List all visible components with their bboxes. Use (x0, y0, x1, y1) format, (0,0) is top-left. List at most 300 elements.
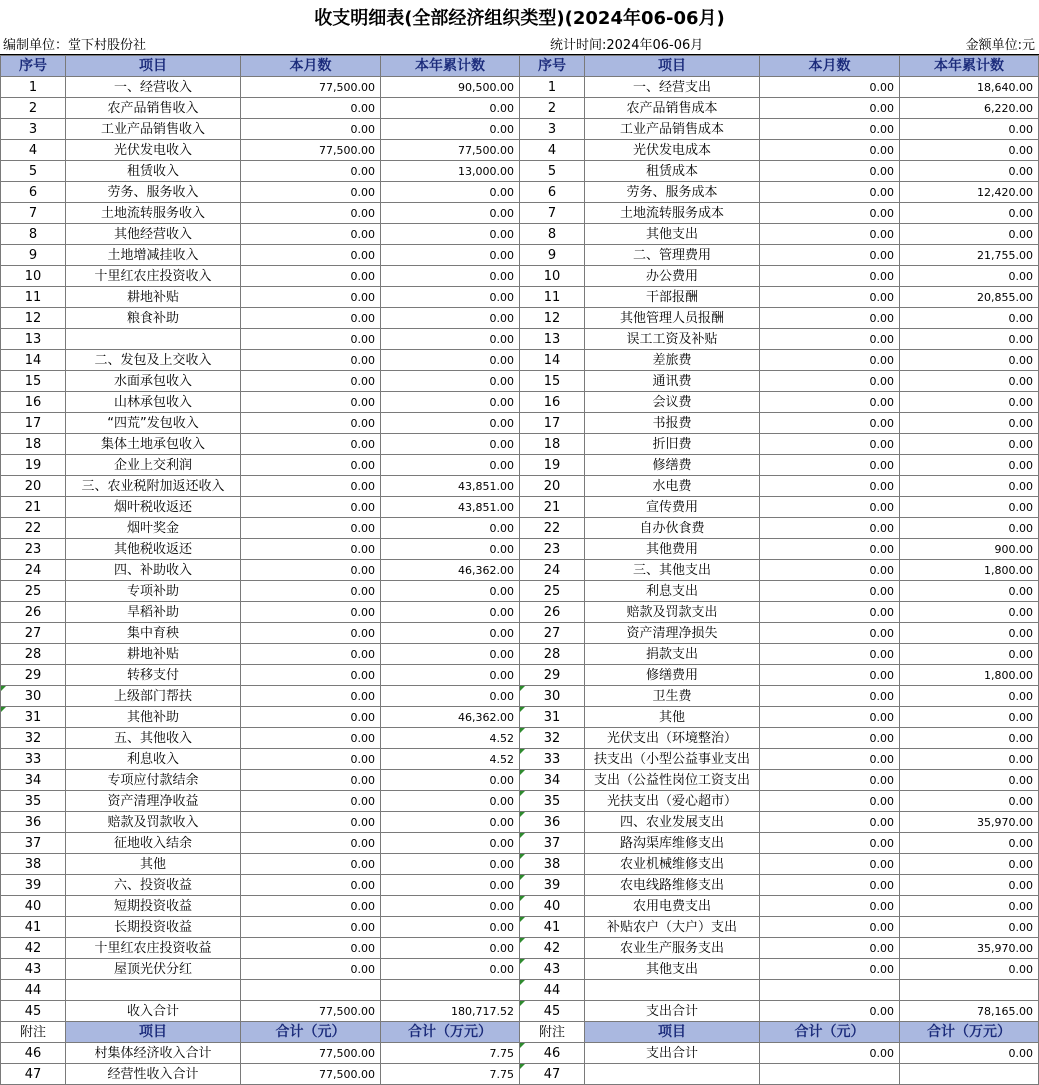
expense-seq-cell: 32 (520, 728, 585, 749)
expense-ytd-cell: 0.00 (900, 602, 1039, 623)
expense-ytd-cell: 35,970.00 (900, 812, 1039, 833)
expense-seq-cell: 36 (520, 812, 585, 833)
expense-ytd-cell: 0.00 (900, 959, 1039, 980)
income-item-cell: 长期投资收益 (66, 917, 241, 938)
income-seq-cell: 4 (1, 140, 66, 161)
expense-month-cell: 0.00 (760, 560, 900, 581)
income-ytd-cell: 0.00 (381, 791, 520, 812)
expense-month-cell: 0.00 (760, 875, 900, 896)
expense-seq-cell: 1 (520, 77, 585, 98)
income-month-cell: 77,500.00 (241, 1064, 381, 1085)
expense-ytd-cell: 0.00 (900, 1043, 1039, 1064)
income-seq-cell: 26 (1, 602, 66, 623)
expense-item-cell: 资产清理净损失 (585, 623, 760, 644)
expense-item-cell: 其他管理人员报酬 (585, 308, 760, 329)
income-ytd-cell: 0.00 (381, 833, 520, 854)
expense-month-cell: 0.00 (760, 371, 900, 392)
expense-item-cell: 其他支出 (585, 224, 760, 245)
table-row (1, 686, 1039, 707)
table-row (1, 707, 1039, 728)
expense-month-cell: 0.00 (760, 140, 900, 161)
expense-ytd-cell: 0.00 (900, 854, 1039, 875)
income-item-cell: 五、其他收入 (66, 728, 241, 749)
income-month-cell: 0.00 (241, 623, 381, 644)
income-month-cell: 0.00 (241, 770, 381, 791)
footer-body (1, 1043, 1039, 1085)
expense-month-cell: 0.00 (760, 644, 900, 665)
expense-item-cell: 其他支出 (585, 959, 760, 980)
expense-seq-cell: 13 (520, 329, 585, 350)
expense-month-cell: 0.00 (760, 812, 900, 833)
income-month-cell: 0.00 (241, 833, 381, 854)
expense-item-cell: 书报费 (585, 413, 760, 434)
footer-header-wan-left: 合计（万元） (381, 1022, 520, 1043)
expense-seq-cell: 38 (520, 854, 585, 875)
income-item-cell: 旱稻补助 (66, 602, 241, 623)
expense-seq-cell: 42 (520, 938, 585, 959)
expense-month-cell: 0.00 (760, 791, 900, 812)
expense-ytd-cell: 0.00 (900, 308, 1039, 329)
expense-seq-cell: 46 (520, 1043, 585, 1064)
expense-item-cell: 水电费 (585, 476, 760, 497)
expense-seq-cell: 20 (520, 476, 585, 497)
report-title: 收支明细表(全部经济组织类型)(2024年06-06月) (314, 8, 725, 29)
expense-month-cell: 0.00 (760, 728, 900, 749)
income-ytd-cell: 0.00 (381, 266, 520, 287)
expense-month-cell: 0.00 (760, 938, 900, 959)
income-item-cell: 村集体经济收入合计 (66, 1043, 241, 1064)
income-month-cell: 0.00 (241, 644, 381, 665)
expense-month-cell: 0.00 (760, 455, 900, 476)
expense-ytd-cell: 1,800.00 (900, 560, 1039, 581)
income-ytd-cell: 0.00 (381, 308, 520, 329)
income-seq-cell: 31 (1, 707, 66, 728)
income-ytd-cell: 0.00 (381, 392, 520, 413)
income-seq-cell: 35 (1, 791, 66, 812)
income-seq-cell: 24 (1, 560, 66, 581)
income-item-cell (66, 980, 241, 1001)
expense-item-cell: 支出（公益性岗位工资支出 (585, 770, 760, 791)
expense-ytd-cell: 0.00 (900, 518, 1039, 539)
income-seq-cell: 19 (1, 455, 66, 476)
expense-seq-cell: 34 (520, 770, 585, 791)
expense-seq-cell: 21 (520, 497, 585, 518)
income-ytd-cell: 0.00 (381, 959, 520, 980)
expense-ytd-cell: 0.00 (900, 203, 1039, 224)
expense-month-cell: 0.00 (760, 329, 900, 350)
income-item-cell: 山林承包收入 (66, 392, 241, 413)
expense-item-cell: 一、经营支出 (585, 77, 760, 98)
table-body (1, 77, 1039, 1022)
income-seq-cell: 21 (1, 497, 66, 518)
expense-item-cell: 折旧费 (585, 434, 760, 455)
expense-item-cell: 农产品销售成本 (585, 98, 760, 119)
table-row (1, 224, 1039, 245)
expense-item-cell: 支出合计 (585, 1043, 760, 1064)
income-item-cell: 利息收入 (66, 749, 241, 770)
header-item-expense: 项目 (585, 56, 760, 77)
expense-seq-cell: 12 (520, 308, 585, 329)
income-seq-cell: 25 (1, 581, 66, 602)
income-ytd-cell: 0.00 (381, 182, 520, 203)
table-row (1, 896, 1039, 917)
income-item-cell: 十里红农庄投资收入 (66, 266, 241, 287)
income-month-cell: 0.00 (241, 665, 381, 686)
expense-ytd-cell: 0.00 (900, 161, 1039, 182)
income-month-cell: 77,500.00 (241, 140, 381, 161)
expense-item-cell (585, 1064, 760, 1085)
expense-month-cell: 0.00 (760, 539, 900, 560)
income-month-cell: 0.00 (241, 791, 381, 812)
header-item-income: 项目 (66, 56, 241, 77)
table-row (1, 980, 1039, 1001)
expense-item-cell: 修缮费 (585, 455, 760, 476)
expense-seq-cell: 44 (520, 980, 585, 1001)
income-item-cell: 其他经营收入 (66, 224, 241, 245)
expense-ytd-cell: 21,755.00 (900, 245, 1039, 266)
header-seq-income: 序号 (1, 56, 66, 77)
expense-ytd-cell: 0.00 (900, 476, 1039, 497)
income-item-cell: 征地收入结余 (66, 833, 241, 854)
income-item-cell: 烟叶税收返还 (66, 497, 241, 518)
expense-seq-cell: 19 (520, 455, 585, 476)
expense-month-cell: 0.00 (760, 581, 900, 602)
income-ytd-cell: 0.00 (381, 686, 520, 707)
income-item-cell: “四荒”发包收入 (66, 413, 241, 434)
expense-seq-cell: 47 (520, 1064, 585, 1085)
expense-seq-cell: 26 (520, 602, 585, 623)
income-seq-cell: 11 (1, 287, 66, 308)
income-ytd-cell: 0.00 (381, 119, 520, 140)
expense-month-cell: 0.00 (760, 1043, 900, 1064)
expense-seq-cell: 7 (520, 203, 585, 224)
expense-item-cell: 误工工资及补贴 (585, 329, 760, 350)
income-item-cell: 土地增减挂收入 (66, 245, 241, 266)
income-seq-cell: 8 (1, 224, 66, 245)
expense-seq-cell: 14 (520, 350, 585, 371)
income-item-cell: 转移支付 (66, 665, 241, 686)
expense-ytd-cell: 18,640.00 (900, 77, 1039, 98)
income-month-cell: 0.00 (241, 686, 381, 707)
expense-month-cell: 0.00 (760, 749, 900, 770)
income-seq-cell: 23 (1, 539, 66, 560)
expense-seq-cell: 17 (520, 413, 585, 434)
expense-seq-cell: 30 (520, 686, 585, 707)
expense-seq-cell: 31 (520, 707, 585, 728)
expense-ytd-cell: 78,165.00 (900, 1001, 1039, 1022)
expense-ytd-cell: 0.00 (900, 329, 1039, 350)
expense-seq-cell: 9 (520, 245, 585, 266)
income-seq-cell: 30 (1, 686, 66, 707)
income-item-cell: 赔款及罚款收入 (66, 812, 241, 833)
expense-item-cell: 会议费 (585, 392, 760, 413)
income-item-cell: 集体土地承包收入 (66, 434, 241, 455)
expense-seq-cell: 8 (520, 224, 585, 245)
income-ytd-cell: 0.00 (381, 896, 520, 917)
income-ytd-cell: 43,851.00 (381, 476, 520, 497)
expense-seq-cell: 25 (520, 581, 585, 602)
expense-item-cell: 农电线路维修支出 (585, 875, 760, 896)
income-ytd-cell: 7.75 (381, 1064, 520, 1085)
income-item-cell (66, 329, 241, 350)
expense-month-cell: 0.00 (760, 497, 900, 518)
expense-ytd-cell: 0.00 (900, 581, 1039, 602)
expense-seq-cell: 18 (520, 434, 585, 455)
expense-ytd-cell (900, 1064, 1039, 1085)
income-seq-cell: 41 (1, 917, 66, 938)
expense-month-cell: 0.00 (760, 602, 900, 623)
income-ytd-cell: 4.52 (381, 728, 520, 749)
income-month-cell: 0.00 (241, 455, 381, 476)
expense-ytd-cell: 0.00 (900, 140, 1039, 161)
expense-month-cell: 0.00 (760, 896, 900, 917)
table-row (1, 77, 1039, 98)
expense-item-cell: 其他费用 (585, 539, 760, 560)
header-ytd-expense: 本年累计数 (900, 56, 1039, 77)
income-month-cell: 0.00 (241, 539, 381, 560)
income-seq-cell: 47 (1, 1064, 66, 1085)
income-item-cell: 耕地补贴 (66, 287, 241, 308)
income-month-cell: 0.00 (241, 245, 381, 266)
income-seq-cell: 3 (1, 119, 66, 140)
expense-month-cell: 0.00 (760, 392, 900, 413)
expense-seq-cell: 3 (520, 119, 585, 140)
expense-month-cell: 0.00 (760, 308, 900, 329)
expense-seq-cell: 24 (520, 560, 585, 581)
expense-item-cell: 四、农业发展支出 (585, 812, 760, 833)
income-ytd-cell: 0.00 (381, 245, 520, 266)
expense-month-cell: 0.00 (760, 623, 900, 644)
income-ytd-cell: 0.00 (381, 917, 520, 938)
expense-item-cell: 农业生产服务支出 (585, 938, 760, 959)
income-item-cell: 集中育秧 (66, 623, 241, 644)
expense-item-cell: 土地流转服务成本 (585, 203, 760, 224)
expense-month-cell: 0.00 (760, 350, 900, 371)
income-seq-cell: 39 (1, 875, 66, 896)
table-row (1, 518, 1039, 539)
table-header-row (1, 56, 1039, 77)
expense-ytd-cell: 0.00 (900, 644, 1039, 665)
income-item-cell: 三、农业税附加返还收入 (66, 476, 241, 497)
income-ytd-cell: 0.00 (381, 623, 520, 644)
income-month-cell: 0.00 (241, 476, 381, 497)
table-row (1, 875, 1039, 896)
footer-row (1, 1064, 1039, 1085)
income-month-cell: 0.00 (241, 560, 381, 581)
income-ytd-cell: 0.00 (381, 665, 520, 686)
expense-item-cell: 干部报酬 (585, 287, 760, 308)
income-item-cell: 农产品销售收入 (66, 98, 241, 119)
table-row (1, 413, 1039, 434)
income-month-cell: 0.00 (241, 203, 381, 224)
expense-ytd-cell: 1,800.00 (900, 665, 1039, 686)
income-ytd-cell: 0.00 (381, 518, 520, 539)
expense-item-cell: 路沟渠库维修支出 (585, 833, 760, 854)
table-row (1, 581, 1039, 602)
expense-ytd-cell: 20,855.00 (900, 287, 1039, 308)
income-seq-cell: 9 (1, 245, 66, 266)
income-seq-cell: 44 (1, 980, 66, 1001)
table-row (1, 665, 1039, 686)
income-item-cell: 资产清理净收益 (66, 791, 241, 812)
expense-ytd-cell: 0.00 (900, 791, 1039, 812)
expense-ytd-cell: 0.00 (900, 455, 1039, 476)
expense-ytd-cell: 0.00 (900, 497, 1039, 518)
expense-ytd-cell: 0.00 (900, 392, 1039, 413)
income-month-cell: 0.00 (241, 728, 381, 749)
income-month-cell: 0.00 (241, 224, 381, 245)
income-seq-cell: 28 (1, 644, 66, 665)
expense-month-cell: 0.00 (760, 224, 900, 245)
expense-ytd-cell: 35,970.00 (900, 938, 1039, 959)
expense-month-cell: 0.00 (760, 98, 900, 119)
income-ytd-cell: 0.00 (381, 581, 520, 602)
income-month-cell: 0.00 (241, 938, 381, 959)
expense-seq-cell: 11 (520, 287, 585, 308)
table-row (1, 161, 1039, 182)
table-row (1, 854, 1039, 875)
footer-note-label-right: 附注 (520, 1022, 585, 1043)
expense-month-cell: 0.00 (760, 959, 900, 980)
income-ytd-cell: 0.00 (381, 770, 520, 791)
table-row (1, 539, 1039, 560)
income-month-cell: 0.00 (241, 161, 381, 182)
income-month-cell: 0.00 (241, 266, 381, 287)
table-row (1, 287, 1039, 308)
income-seq-cell: 38 (1, 854, 66, 875)
income-item-cell: 短期投资收益 (66, 896, 241, 917)
income-seq-cell: 32 (1, 728, 66, 749)
expense-item-cell: 二、管理费用 (585, 245, 760, 266)
expense-seq-cell: 16 (520, 392, 585, 413)
income-ytd-cell: 180,717.52 (381, 1001, 520, 1022)
income-ytd-cell: 0.00 (381, 98, 520, 119)
expense-seq-cell: 37 (520, 833, 585, 854)
income-seq-cell: 13 (1, 329, 66, 350)
income-seq-cell: 5 (1, 161, 66, 182)
expense-ytd-cell: 0.00 (900, 917, 1039, 938)
income-month-cell: 0.00 (241, 98, 381, 119)
expense-seq-cell: 28 (520, 644, 585, 665)
income-month-cell: 0.00 (241, 413, 381, 434)
expense-seq-cell: 10 (520, 266, 585, 287)
income-ytd-cell: 0.00 (381, 413, 520, 434)
table-row (1, 392, 1039, 413)
income-item-cell: 收入合计 (66, 1001, 241, 1022)
expense-month-cell: 0.00 (760, 665, 900, 686)
income-seq-cell: 20 (1, 476, 66, 497)
income-month-cell: 0.00 (241, 917, 381, 938)
expense-item-cell: 补贴农户（大户）支出 (585, 917, 760, 938)
expense-month-cell: 0.00 (760, 245, 900, 266)
income-seq-cell: 34 (1, 770, 66, 791)
expense-seq-cell: 23 (520, 539, 585, 560)
expense-month-cell (760, 980, 900, 1001)
income-ytd-cell: 0.00 (381, 455, 520, 476)
income-month-cell: 0.00 (241, 182, 381, 203)
expense-seq-cell: 35 (520, 791, 585, 812)
income-month-cell: 0.00 (241, 518, 381, 539)
table-row (1, 1001, 1039, 1022)
table-row (1, 602, 1039, 623)
income-month-cell: 0.00 (241, 959, 381, 980)
income-month-cell: 0.00 (241, 392, 381, 413)
expense-month-cell: 0.00 (760, 161, 900, 182)
expense-item-cell: 光伏支出（环境整治） (585, 728, 760, 749)
income-seq-cell: 37 (1, 833, 66, 854)
expense-ytd-cell: 0.00 (900, 434, 1039, 455)
income-month-cell: 0.00 (241, 287, 381, 308)
income-ytd-cell: 0.00 (381, 203, 520, 224)
statistics-period: 统计时间:2024年06-06月 (550, 38, 704, 53)
expense-item-cell: 支出合计 (585, 1001, 760, 1022)
expense-ytd-cell: 0.00 (900, 413, 1039, 434)
income-item-cell: 屋顶光伏分红 (66, 959, 241, 980)
income-ytd-cell: 77,500.00 (381, 140, 520, 161)
expense-month-cell: 0.00 (760, 917, 900, 938)
income-item-cell: 土地流转服务收入 (66, 203, 241, 224)
income-ytd-cell: 0.00 (381, 329, 520, 350)
income-ytd-cell: 46,362.00 (381, 707, 520, 728)
income-seq-cell: 42 (1, 938, 66, 959)
expense-ytd-cell: 0.00 (900, 224, 1039, 245)
table-row (1, 182, 1039, 203)
income-seq-cell: 10 (1, 266, 66, 287)
expense-item-cell: 赔款及罚款支出 (585, 602, 760, 623)
income-month-cell: 0.00 (241, 371, 381, 392)
income-month-cell: 77,500.00 (241, 1001, 381, 1022)
expense-ytd-cell: 0.00 (900, 371, 1039, 392)
table-row (1, 644, 1039, 665)
table-row (1, 98, 1039, 119)
expense-item-cell: 三、其他支出 (585, 560, 760, 581)
expense-month-cell: 0.00 (760, 476, 900, 497)
table-row (1, 623, 1039, 644)
income-item-cell: 专项应付款结余 (66, 770, 241, 791)
income-item-cell: 企业上交利润 (66, 455, 241, 476)
table-row (1, 791, 1039, 812)
expense-ytd-cell: 0.00 (900, 623, 1039, 644)
expense-ytd-cell: 900.00 (900, 539, 1039, 560)
expense-item-cell: 办公费用 (585, 266, 760, 287)
expense-item-cell: 自办伙食费 (585, 518, 760, 539)
expense-item-cell: 农业机械维修支出 (585, 854, 760, 875)
income-month-cell: 77,500.00 (241, 1043, 381, 1064)
income-seq-cell: 16 (1, 392, 66, 413)
footer-note-label-left: 附注 (1, 1022, 66, 1043)
income-month-cell (241, 980, 381, 1001)
table-row (1, 560, 1039, 581)
income-seq-cell: 17 (1, 413, 66, 434)
expense-ytd-cell: 12,420.00 (900, 182, 1039, 203)
footer-header-item-right: 项目 (585, 1022, 760, 1043)
expense-item-cell: 通讯费 (585, 371, 760, 392)
table-row (1, 245, 1039, 266)
table-row (1, 749, 1039, 770)
header-seq-expense: 序号 (520, 56, 585, 77)
income-month-cell: 0.00 (241, 497, 381, 518)
income-month-cell: 0.00 (241, 707, 381, 728)
expense-seq-cell: 27 (520, 623, 585, 644)
income-item-cell: 水面承包收入 (66, 371, 241, 392)
table-row (1, 833, 1039, 854)
income-ytd-cell: 0.00 (381, 224, 520, 245)
expense-ytd-cell: 6,220.00 (900, 98, 1039, 119)
table-row (1, 329, 1039, 350)
expense-seq-cell: 5 (520, 161, 585, 182)
expense-month-cell: 0.00 (760, 203, 900, 224)
income-ytd-cell: 4.52 (381, 749, 520, 770)
